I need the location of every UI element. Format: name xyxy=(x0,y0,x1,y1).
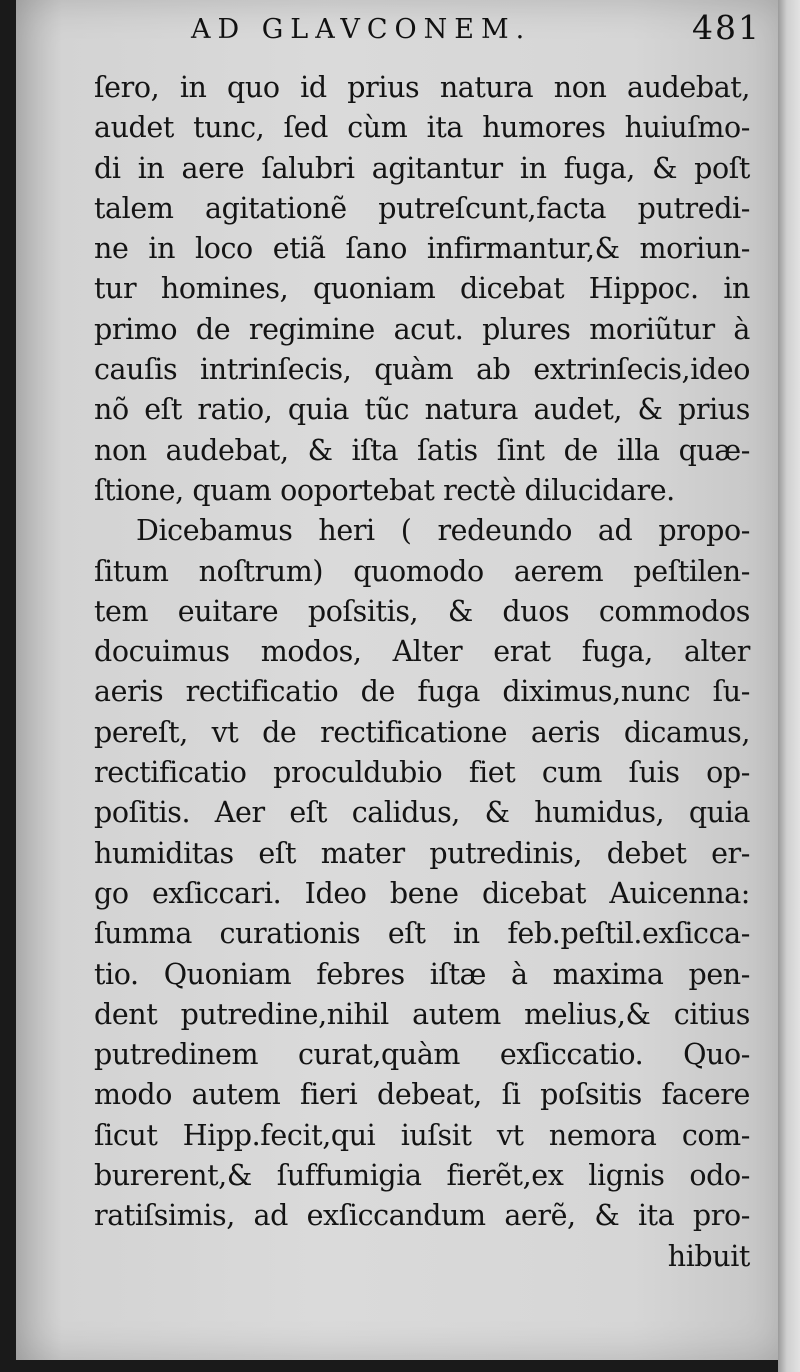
text-line: di in aere ſalubri agitantur in fuga, & poſt xyxy=(94,151,750,185)
text-line: primo de regimine acut. plures moriũtur à xyxy=(94,312,750,346)
text-block xyxy=(94,68,750,1277)
running-head: AD GLAVCONEM. xyxy=(191,14,532,45)
text-line-paragraph-start: Dicebamus heri ( redeundo ad propo- xyxy=(136,514,750,548)
text-line: ſicut Hipp.fecit,qui iuſsit vt nemora com- xyxy=(94,1118,750,1152)
text-line: poſitis. Aer eſt calidus, & humidus, quia xyxy=(94,796,750,830)
text-line: tur homines, quoniam dicebat Hippoc. in xyxy=(94,272,750,306)
text-line: modo autem fieri debeat, ſi poſsitis facere xyxy=(94,1078,750,1112)
text-line: aeris rectificatio de fuga diximus,nunc ſu- xyxy=(94,675,750,709)
text-line: ſtione, quam ooportebat rectè dilucidare. xyxy=(94,473,675,507)
text-line: burerent,& ſuffumigia fierẽt,ex lignis odo- xyxy=(94,1159,750,1193)
text-line: ſero, in quo id prius natura non audebat, xyxy=(94,71,750,104)
text-line: humiditas eſt mater putredinis, debet er- xyxy=(94,836,750,870)
text-line: dent putredine,nihil autem melius,& citius xyxy=(94,997,750,1031)
page-edge xyxy=(778,0,800,1372)
text-line: pereſt, vt de rectificatione aeris dicamus, xyxy=(94,715,750,749)
text-line: cauſis intrinſecis, quàm ab extrinſecis,ideo xyxy=(94,353,750,387)
text-line: rectificatio proculdubio fiet cum ſuis op- xyxy=(94,756,750,790)
text-line: nõ eſt ratio, quia tũc natura audet, & prius xyxy=(94,393,750,427)
text-line: tio. Quoniam febres iſtæ à maxima pen- xyxy=(94,957,750,991)
text-line: tem euitare poſsitis, & duos commodos xyxy=(94,594,750,628)
page-number: 481 xyxy=(692,8,761,47)
page-paper xyxy=(16,0,786,1360)
text-line: non audebat, & iſta ſatis ſint de illa quæ- xyxy=(94,433,750,467)
text-line: ne in loco etiã ſano infirmantur,& moriun- xyxy=(94,232,750,266)
catchword: hibuit xyxy=(667,1239,750,1273)
text-line: docuimus modos, Alter erat fuga, alter xyxy=(94,635,750,669)
text-line: ſumma curationis eſt in feb.peſtil.exſicca- xyxy=(94,917,750,951)
text-line: ratiſsimis, ad exſiccandum aerẽ, & ita pro- xyxy=(94,1199,750,1233)
text-line: audet tunc, ſed cùm ita humores huiuſmo- xyxy=(94,111,750,145)
text-line: ſitum noſtrum) quomodo aerem peſtilen- xyxy=(94,554,750,588)
text-line: go exſiccari. Ideo bene dicebat Auicenna: xyxy=(94,876,750,910)
text-line: putredinem curat,quàm exſiccatio. Quo- xyxy=(94,1038,750,1072)
text-line: talem agitationẽ putreſcunt,facta putredi- xyxy=(94,191,750,225)
